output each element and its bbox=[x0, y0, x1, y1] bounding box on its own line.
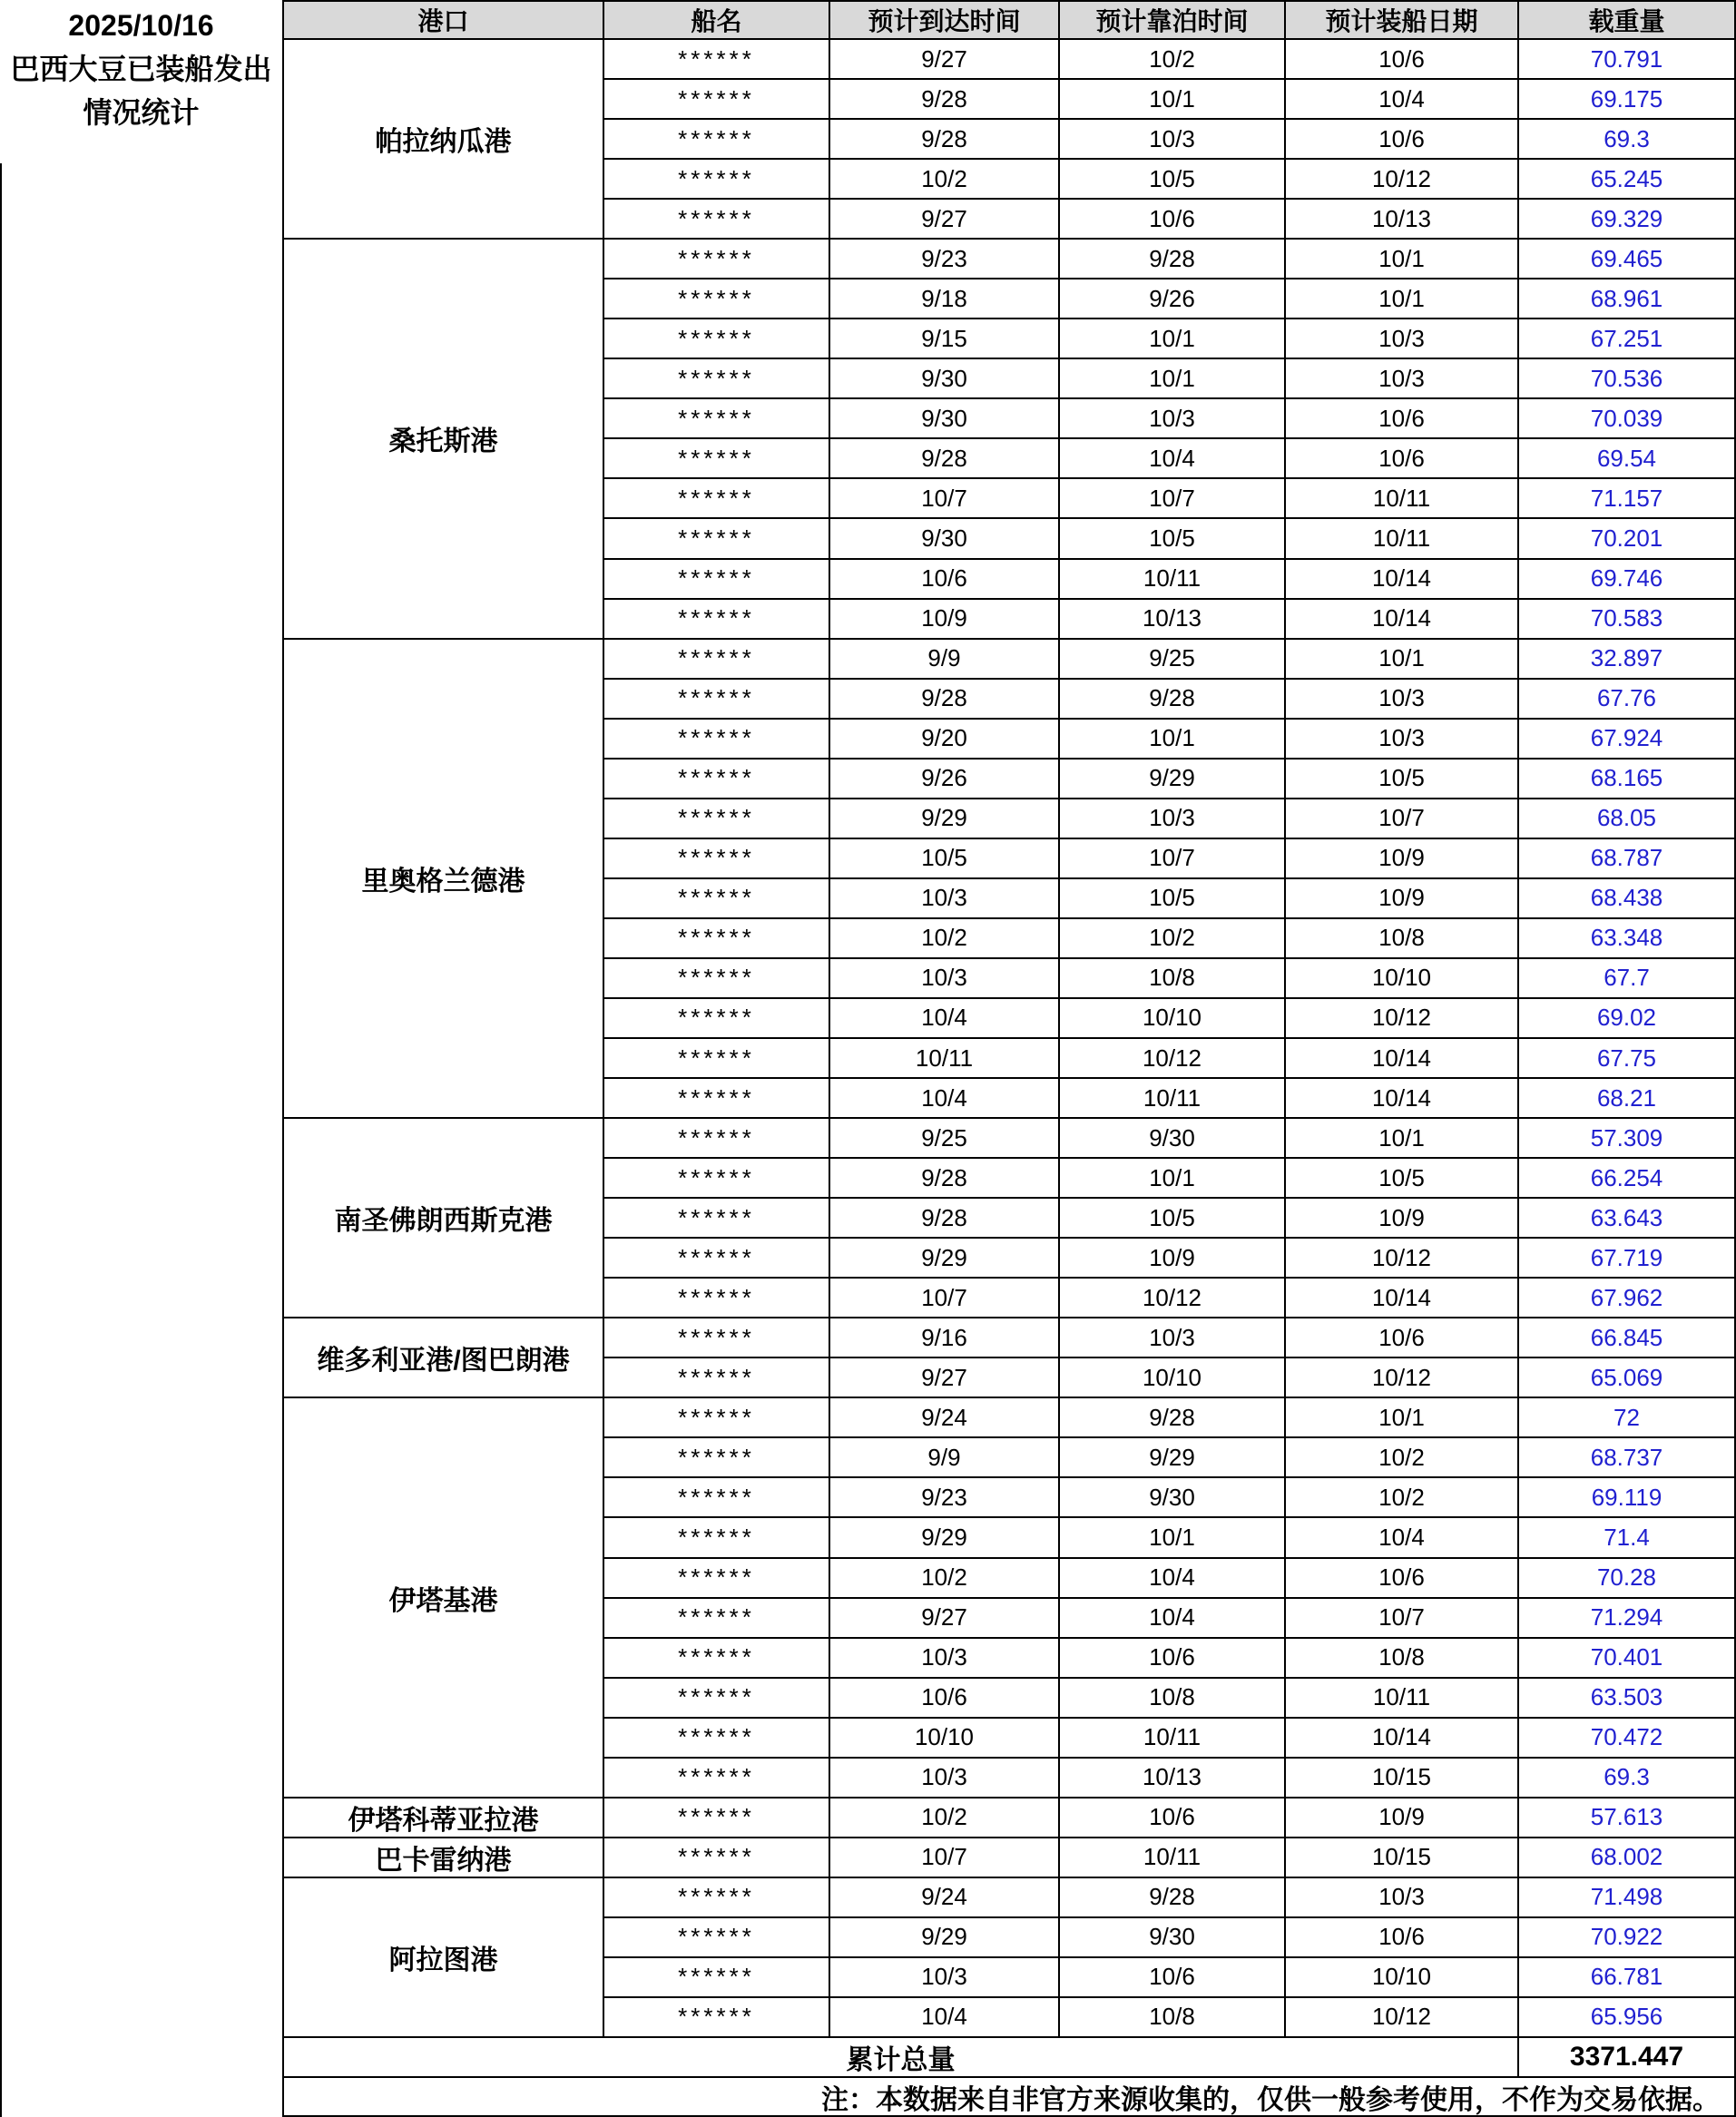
berth-time-cell: 10/5 bbox=[1060, 519, 1286, 559]
loading-date-cell: 10/5 bbox=[1286, 1159, 1519, 1199]
eta-cell: 9/16 bbox=[830, 1318, 1060, 1358]
eta-cell: 9/9 bbox=[830, 1438, 1060, 1478]
deadweight-cell: 67.719 bbox=[1519, 1239, 1736, 1279]
berth-time-cell: 10/13 bbox=[1060, 1759, 1286, 1798]
deadweight-cell: 68.165 bbox=[1519, 760, 1736, 799]
deadweight-cell: 70.791 bbox=[1519, 40, 1736, 80]
port-name-cell: 南圣佛朗西斯克港 bbox=[284, 1119, 604, 1318]
berth-time-cell: 10/13 bbox=[1060, 600, 1286, 640]
ship-name-cell: ****** bbox=[604, 1079, 830, 1119]
eta-cell: 10/2 bbox=[830, 1798, 1060, 1838]
loading-date-cell: 10/6 bbox=[1286, 120, 1519, 160]
ship-name-cell: ****** bbox=[604, 1318, 830, 1358]
deadweight-cell: 67.924 bbox=[1519, 720, 1736, 760]
deadweight-cell: 69.746 bbox=[1519, 560, 1736, 600]
berth-time-cell: 9/26 bbox=[1060, 279, 1286, 319]
loading-date-cell: 10/6 bbox=[1286, 399, 1519, 439]
eta-cell: 9/27 bbox=[830, 40, 1060, 80]
deadweight-cell: 57.613 bbox=[1519, 1798, 1736, 1838]
loading-date-cell: 10/14 bbox=[1286, 1719, 1519, 1759]
berth-time-cell: 9/30 bbox=[1060, 1478, 1286, 1518]
ship-name-cell: ****** bbox=[604, 1599, 830, 1639]
ship-name-cell: ****** bbox=[604, 200, 830, 240]
eta-cell: 9/29 bbox=[830, 1239, 1060, 1279]
loading-date-cell: 10/12 bbox=[1286, 160, 1519, 200]
berth-time-cell: 10/12 bbox=[1060, 1279, 1286, 1318]
eta-cell: 9/27 bbox=[830, 1358, 1060, 1398]
ship-name-cell: ****** bbox=[604, 879, 830, 919]
ship-name-cell: ****** bbox=[604, 120, 830, 160]
header-ship-name: 船名 bbox=[604, 0, 830, 40]
loading-date-cell: 10/6 bbox=[1286, 1559, 1519, 1599]
berth-time-cell: 10/11 bbox=[1060, 1079, 1286, 1119]
ship-name-cell: ****** bbox=[604, 1639, 830, 1679]
ship-name-cell: ****** bbox=[604, 560, 830, 600]
ship-name-cell: ****** bbox=[604, 399, 830, 439]
loading-date-cell: 10/6 bbox=[1286, 40, 1519, 80]
loading-date-cell: 10/7 bbox=[1286, 1599, 1519, 1639]
total-label: 累计总量 bbox=[284, 2038, 1519, 2078]
ship-name-cell: ****** bbox=[604, 760, 830, 799]
eta-cell: 9/24 bbox=[830, 1878, 1060, 1918]
port-name-cell: 维多利亚港/图巴朗港 bbox=[284, 1318, 604, 1398]
berth-time-cell: 9/29 bbox=[1060, 1438, 1286, 1478]
eta-cell: 9/23 bbox=[830, 1478, 1060, 1518]
deadweight-cell: 69.119 bbox=[1519, 1478, 1736, 1518]
ship-name-cell: ****** bbox=[604, 1719, 830, 1759]
deadweight-cell: 69.3 bbox=[1519, 1759, 1736, 1798]
deadweight-cell: 67.962 bbox=[1519, 1279, 1736, 1318]
total-value: 3371.447 bbox=[1519, 2038, 1736, 2078]
ship-name-cell: ****** bbox=[604, 1199, 830, 1239]
eta-cell: 10/9 bbox=[830, 600, 1060, 640]
loading-date-cell: 10/14 bbox=[1286, 1079, 1519, 1119]
eta-cell: 9/27 bbox=[830, 200, 1060, 240]
loading-date-cell: 10/1 bbox=[1286, 240, 1519, 279]
loading-date-cell: 10/5 bbox=[1286, 760, 1519, 799]
deadweight-cell: 70.472 bbox=[1519, 1719, 1736, 1759]
berth-time-cell: 9/30 bbox=[1060, 1918, 1286, 1958]
deadweight-cell: 67.7 bbox=[1519, 959, 1736, 999]
berth-time-cell: 10/1 bbox=[1060, 720, 1286, 760]
ship-name-cell: ****** bbox=[604, 1398, 830, 1438]
loading-date-cell: 10/1 bbox=[1286, 279, 1519, 319]
berth-time-cell: 9/28 bbox=[1060, 1398, 1286, 1438]
loading-date-cell: 10/4 bbox=[1286, 80, 1519, 120]
ship-name-cell: ****** bbox=[604, 1759, 830, 1798]
deadweight-cell: 68.787 bbox=[1519, 839, 1736, 879]
ship-name-cell: ****** bbox=[604, 999, 830, 1039]
port-name-cell: 里奥格兰德港 bbox=[284, 640, 604, 1119]
loading-date-cell: 10/6 bbox=[1286, 439, 1519, 479]
berth-time-cell: 10/8 bbox=[1060, 1679, 1286, 1719]
berth-time-cell: 10/3 bbox=[1060, 120, 1286, 160]
loading-date-cell: 10/11 bbox=[1286, 479, 1519, 519]
deadweight-cell: 68.961 bbox=[1519, 279, 1736, 319]
eta-cell: 10/5 bbox=[830, 839, 1060, 879]
berth-time-cell: 9/25 bbox=[1060, 640, 1286, 680]
deadweight-cell: 66.845 bbox=[1519, 1318, 1736, 1358]
berth-time-cell: 10/11 bbox=[1060, 1719, 1286, 1759]
berth-time-cell: 10/4 bbox=[1060, 439, 1286, 479]
loading-date-cell: 10/10 bbox=[1286, 1958, 1519, 1998]
berth-time-cell: 10/6 bbox=[1060, 200, 1286, 240]
eta-cell: 10/6 bbox=[830, 560, 1060, 600]
berth-time-cell: 10/11 bbox=[1060, 560, 1286, 600]
loading-date-cell: 10/14 bbox=[1286, 560, 1519, 600]
loading-date-cell: 10/3 bbox=[1286, 359, 1519, 399]
deadweight-cell: 70.401 bbox=[1519, 1639, 1736, 1679]
deadweight-cell: 71.4 bbox=[1519, 1518, 1736, 1558]
deadweight-cell: 67.75 bbox=[1519, 1039, 1736, 1079]
berth-time-cell: 10/10 bbox=[1060, 1358, 1286, 1398]
ship-name-cell: ****** bbox=[604, 1239, 830, 1279]
berth-time-cell: 10/2 bbox=[1060, 40, 1286, 80]
deadweight-cell: 71.498 bbox=[1519, 1878, 1736, 1918]
berth-time-cell: 10/11 bbox=[1060, 1838, 1286, 1878]
eta-cell: 10/7 bbox=[830, 1838, 1060, 1878]
loading-date-cell: 10/11 bbox=[1286, 519, 1519, 559]
eta-cell: 9/9 bbox=[830, 640, 1060, 680]
header-port: 港口 bbox=[284, 0, 604, 40]
deadweight-cell: 69.02 bbox=[1519, 999, 1736, 1039]
berth-time-cell: 10/1 bbox=[1060, 319, 1286, 359]
deadweight-cell: 69.175 bbox=[1519, 80, 1736, 120]
loading-date-cell: 10/6 bbox=[1286, 1918, 1519, 1958]
eta-cell: 9/28 bbox=[830, 80, 1060, 120]
berth-time-cell: 10/6 bbox=[1060, 1798, 1286, 1838]
ship-name-cell: ****** bbox=[604, 1119, 830, 1159]
eta-cell: 9/18 bbox=[830, 279, 1060, 319]
deadweight-cell: 68.05 bbox=[1519, 799, 1736, 839]
ship-name-cell: ****** bbox=[604, 160, 830, 200]
ship-name-cell: ****** bbox=[604, 1798, 830, 1838]
report-title-cell bbox=[0, 0, 284, 2117]
ship-name-cell: ****** bbox=[604, 1918, 830, 1958]
deadweight-cell: 69.3 bbox=[1519, 120, 1736, 160]
deadweight-cell: 70.922 bbox=[1519, 1918, 1736, 1958]
eta-cell: 10/3 bbox=[830, 1639, 1060, 1679]
deadweight-cell: 69.465 bbox=[1519, 240, 1736, 279]
ship-name-cell: ****** bbox=[604, 919, 830, 959]
ship-name-cell: ****** bbox=[604, 1958, 830, 1998]
loading-date-cell: 10/4 bbox=[1286, 1518, 1519, 1558]
loading-date-cell: 10/12 bbox=[1286, 999, 1519, 1039]
report-date: 2025/10/16 bbox=[68, 9, 214, 42]
deadweight-cell: 66.781 bbox=[1519, 1958, 1736, 1998]
ship-name-cell: ****** bbox=[604, 240, 830, 279]
port-name-cell: 桑托斯港 bbox=[284, 240, 604, 639]
eta-cell: 10/4 bbox=[830, 1998, 1060, 2038]
deadweight-cell: 68.438 bbox=[1519, 879, 1736, 919]
report-title-line2: 情况统计 bbox=[83, 96, 200, 129]
loading-date-cell: 10/1 bbox=[1286, 640, 1519, 680]
eta-cell: 9/30 bbox=[830, 519, 1060, 559]
berth-time-cell: 10/5 bbox=[1060, 879, 1286, 919]
loading-date-cell: 10/12 bbox=[1286, 1239, 1519, 1279]
berth-time-cell: 10/1 bbox=[1060, 80, 1286, 120]
ship-name-cell: ****** bbox=[604, 519, 830, 559]
deadweight-cell: 71.157 bbox=[1519, 479, 1736, 519]
berth-time-cell: 10/8 bbox=[1060, 1998, 1286, 2038]
berth-time-cell: 10/4 bbox=[1060, 1559, 1286, 1599]
ship-name-cell: ****** bbox=[604, 799, 830, 839]
eta-cell: 10/4 bbox=[830, 1079, 1060, 1119]
deadweight-cell: 63.348 bbox=[1519, 919, 1736, 959]
ship-name-cell: ****** bbox=[604, 1998, 830, 2038]
deadweight-cell: 68.737 bbox=[1519, 1438, 1736, 1478]
eta-cell: 10/7 bbox=[830, 1279, 1060, 1318]
berth-time-cell: 10/1 bbox=[1060, 359, 1286, 399]
berth-time-cell: 9/28 bbox=[1060, 240, 1286, 279]
port-name-cell: 巴卡雷纳港 bbox=[284, 1838, 604, 1878]
ship-name-cell: ****** bbox=[604, 1039, 830, 1079]
ship-name-cell: ****** bbox=[604, 839, 830, 879]
ship-name-cell: ****** bbox=[604, 640, 830, 680]
deadweight-cell: 67.251 bbox=[1519, 319, 1736, 359]
berth-time-cell: 10/3 bbox=[1060, 399, 1286, 439]
ship-name-cell: ****** bbox=[604, 1279, 830, 1318]
loading-date-cell: 10/13 bbox=[1286, 200, 1519, 240]
loading-date-cell: 10/9 bbox=[1286, 879, 1519, 919]
deadweight-cell: 68.002 bbox=[1519, 1838, 1736, 1878]
disclaimer-note: 注：本数据来自非官方来源收集的，仅供一般参考使用，不作为交易依据。 bbox=[284, 2078, 1736, 2117]
loading-date-cell: 10/2 bbox=[1286, 1478, 1519, 1518]
loading-date-cell: 10/9 bbox=[1286, 1798, 1519, 1838]
deadweight-cell: 70.28 bbox=[1519, 1559, 1736, 1599]
loading-date-cell: 10/1 bbox=[1286, 1119, 1519, 1159]
ship-name-cell: ****** bbox=[604, 1518, 830, 1558]
ship-name-cell: ****** bbox=[604, 680, 830, 720]
eta-cell: 9/28 bbox=[830, 1159, 1060, 1199]
header-berth-time: 预计靠泊时间 bbox=[1060, 0, 1286, 40]
deadweight-cell: 65.069 bbox=[1519, 1358, 1736, 1398]
ship-name-cell: ****** bbox=[604, 479, 830, 519]
eta-cell: 10/3 bbox=[830, 959, 1060, 999]
ship-name-cell: ****** bbox=[604, 1478, 830, 1518]
ship-name-cell: ****** bbox=[604, 1438, 830, 1478]
eta-cell: 9/15 bbox=[830, 319, 1060, 359]
loading-date-cell: 10/14 bbox=[1286, 1039, 1519, 1079]
header-deadweight: 载重量 bbox=[1519, 0, 1736, 40]
eta-cell: 10/11 bbox=[830, 1039, 1060, 1079]
eta-cell: 10/2 bbox=[830, 160, 1060, 200]
berth-time-cell: 10/1 bbox=[1060, 1518, 1286, 1558]
report-title-line1: 巴西大豆已装船发出 bbox=[10, 53, 272, 85]
loading-date-cell: 10/10 bbox=[1286, 959, 1519, 999]
berth-time-cell: 10/7 bbox=[1060, 839, 1286, 879]
loading-date-cell: 10/3 bbox=[1286, 1878, 1519, 1918]
deadweight-cell: 70.201 bbox=[1519, 519, 1736, 559]
ship-name-cell: ****** bbox=[604, 279, 830, 319]
loading-date-cell: 10/8 bbox=[1286, 1639, 1519, 1679]
loading-date-cell: 10/14 bbox=[1286, 600, 1519, 640]
eta-cell: 10/10 bbox=[830, 1719, 1060, 1759]
deadweight-cell: 63.503 bbox=[1519, 1679, 1736, 1719]
eta-cell: 9/24 bbox=[830, 1398, 1060, 1438]
eta-cell: 10/2 bbox=[830, 1559, 1060, 1599]
ship-name-cell: ****** bbox=[604, 1358, 830, 1398]
eta-cell: 9/30 bbox=[830, 359, 1060, 399]
loading-date-cell: 10/12 bbox=[1286, 1998, 1519, 2038]
loading-date-cell: 10/9 bbox=[1286, 1199, 1519, 1239]
eta-cell: 9/20 bbox=[830, 720, 1060, 760]
deadweight-cell: 69.329 bbox=[1519, 200, 1736, 240]
berth-time-cell: 9/28 bbox=[1060, 680, 1286, 720]
eta-cell: 10/2 bbox=[830, 919, 1060, 959]
deadweight-cell: 65.245 bbox=[1519, 160, 1736, 200]
eta-cell: 9/27 bbox=[830, 1599, 1060, 1639]
deadweight-cell: 69.54 bbox=[1519, 439, 1736, 479]
berth-time-cell: 10/4 bbox=[1060, 1599, 1286, 1639]
deadweight-cell: 68.21 bbox=[1519, 1079, 1736, 1119]
berth-time-cell: 10/3 bbox=[1060, 1318, 1286, 1358]
loading-date-cell: 10/12 bbox=[1286, 1358, 1519, 1398]
loading-date-cell: 10/8 bbox=[1286, 919, 1519, 959]
berth-time-cell: 9/30 bbox=[1060, 1119, 1286, 1159]
deadweight-cell: 67.76 bbox=[1519, 680, 1736, 720]
deadweight-cell: 57.309 bbox=[1519, 1119, 1736, 1159]
berth-time-cell: 10/7 bbox=[1060, 479, 1286, 519]
deadweight-cell: 70.536 bbox=[1519, 359, 1736, 399]
eta-cell: 10/3 bbox=[830, 1958, 1060, 1998]
eta-cell: 9/25 bbox=[830, 1119, 1060, 1159]
loading-date-cell: 10/11 bbox=[1286, 1679, 1519, 1719]
berth-time-cell: 10/6 bbox=[1060, 1639, 1286, 1679]
eta-cell: 9/30 bbox=[830, 399, 1060, 439]
eta-cell: 10/7 bbox=[830, 479, 1060, 519]
deadweight-cell: 63.643 bbox=[1519, 1199, 1736, 1239]
eta-cell: 9/28 bbox=[830, 680, 1060, 720]
port-name-cell: 伊塔科蒂亚拉港 bbox=[284, 1798, 604, 1838]
eta-cell: 9/26 bbox=[830, 760, 1060, 799]
ship-name-cell: ****** bbox=[604, 439, 830, 479]
port-name-cell: 伊塔基港 bbox=[284, 1398, 604, 1798]
berth-time-cell: 9/29 bbox=[1060, 760, 1286, 799]
ship-name-cell: ****** bbox=[604, 1878, 830, 1918]
ship-name-cell: ****** bbox=[604, 720, 830, 760]
port-name-cell: 阿拉图港 bbox=[284, 1878, 604, 2038]
berth-time-cell: 10/12 bbox=[1060, 1039, 1286, 1079]
loading-date-cell: 10/1 bbox=[1286, 1398, 1519, 1438]
loading-date-cell: 10/9 bbox=[1286, 839, 1519, 879]
ship-name-cell: ****** bbox=[604, 40, 830, 80]
ship-name-cell: ****** bbox=[604, 600, 830, 640]
eta-cell: 10/6 bbox=[830, 1679, 1060, 1719]
eta-cell: 9/23 bbox=[830, 240, 1060, 279]
ship-name-cell: ****** bbox=[604, 80, 830, 120]
eta-cell: 10/3 bbox=[830, 879, 1060, 919]
deadweight-cell: 66.254 bbox=[1519, 1159, 1736, 1199]
loading-date-cell: 10/2 bbox=[1286, 1438, 1519, 1478]
eta-cell: 9/28 bbox=[830, 439, 1060, 479]
loading-date-cell: 10/14 bbox=[1286, 1279, 1519, 1318]
ship-name-cell: ****** bbox=[604, 319, 830, 359]
loading-date-cell: 10/3 bbox=[1286, 720, 1519, 760]
deadweight-cell: 32.897 bbox=[1519, 640, 1736, 680]
header-eta: 预计到达时间 bbox=[830, 0, 1060, 40]
eta-cell: 9/29 bbox=[830, 799, 1060, 839]
loading-date-cell: 10/7 bbox=[1286, 799, 1519, 839]
deadweight-cell: 72 bbox=[1519, 1398, 1736, 1438]
eta-cell: 9/29 bbox=[830, 1918, 1060, 1958]
deadweight-cell: 70.583 bbox=[1519, 600, 1736, 640]
deadweight-cell: 71.294 bbox=[1519, 1599, 1736, 1639]
port-name-cell: 帕拉纳瓜港 bbox=[284, 40, 604, 240]
loading-date-cell: 10/6 bbox=[1286, 1318, 1519, 1358]
eta-cell: 9/28 bbox=[830, 120, 1060, 160]
berth-time-cell: 10/3 bbox=[1060, 799, 1286, 839]
ship-name-cell: ****** bbox=[604, 1159, 830, 1199]
eta-cell: 10/4 bbox=[830, 999, 1060, 1039]
deadweight-cell: 65.956 bbox=[1519, 1998, 1736, 2038]
loading-date-cell: 10/3 bbox=[1286, 680, 1519, 720]
loading-date-cell: 10/15 bbox=[1286, 1838, 1519, 1878]
deadweight-cell: 70.039 bbox=[1519, 399, 1736, 439]
berth-time-cell: 10/1 bbox=[1060, 1159, 1286, 1199]
berth-time-cell: 10/6 bbox=[1060, 1958, 1286, 1998]
berth-time-cell: 10/8 bbox=[1060, 959, 1286, 999]
eta-cell: 9/28 bbox=[830, 1199, 1060, 1239]
ship-name-cell: ****** bbox=[604, 1838, 830, 1878]
ship-name-cell: ****** bbox=[604, 959, 830, 999]
loading-date-cell: 10/3 bbox=[1286, 319, 1519, 359]
ship-name-cell: ****** bbox=[604, 359, 830, 399]
loading-date-cell: 10/15 bbox=[1286, 1759, 1519, 1798]
eta-cell: 10/3 bbox=[830, 1759, 1060, 1798]
berth-time-cell: 10/5 bbox=[1060, 1199, 1286, 1239]
ship-name-cell: ****** bbox=[604, 1559, 830, 1599]
berth-time-cell: 10/5 bbox=[1060, 160, 1286, 200]
berth-time-cell: 10/2 bbox=[1060, 919, 1286, 959]
ship-name-cell: ****** bbox=[604, 1679, 830, 1719]
berth-time-cell: 9/28 bbox=[1060, 1878, 1286, 1918]
eta-cell: 9/29 bbox=[830, 1518, 1060, 1558]
berth-time-cell: 10/9 bbox=[1060, 1239, 1286, 1279]
header-loading-date: 预计装船日期 bbox=[1286, 0, 1519, 40]
berth-time-cell: 10/10 bbox=[1060, 999, 1286, 1039]
